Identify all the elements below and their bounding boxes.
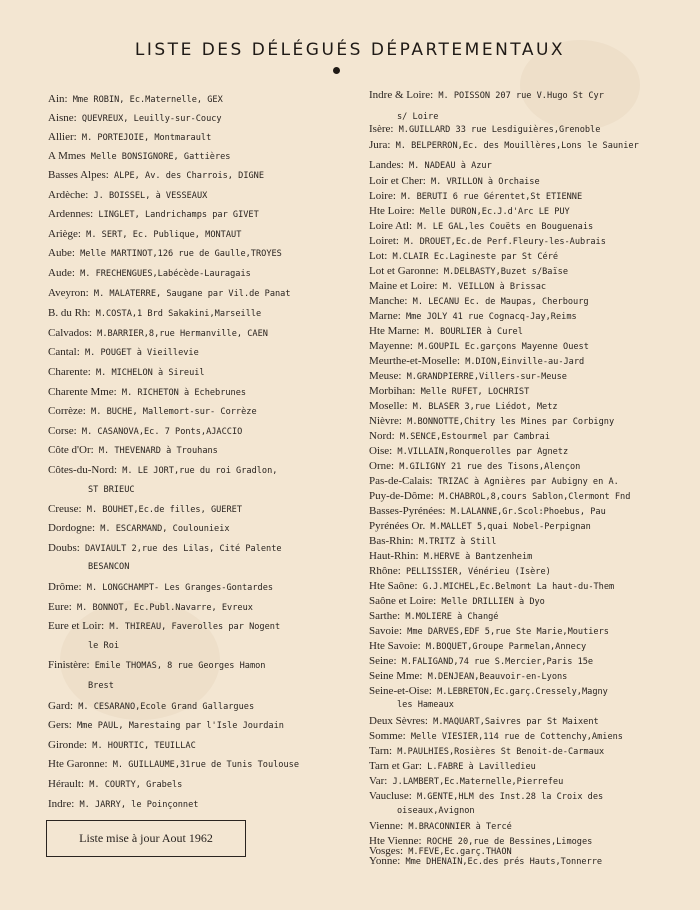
delegate-contact: M.DION,Einville-au-Jard [460, 357, 585, 367]
delegate-contact: M.LEBRETON,Ec.garç.Cressely,Magny [431, 687, 608, 697]
delegate-entry [369, 581, 669, 593]
department-name: Hte Saône: [369, 580, 418, 592]
department-name: Bas-Rhin: [369, 535, 414, 547]
delegate-entry [369, 140, 669, 152]
delegate-contact: M. FRECHENGUES,Labécède-Lauragais [74, 269, 251, 279]
delegate-contact: M. BLASER 3,rue Liédot, Metz [407, 402, 558, 412]
delegate-entry [48, 367, 348, 379]
department-name: Hte Vienne: [369, 835, 422, 847]
delegate-entry [48, 132, 348, 144]
delegate-contact: M. CASANOVA,Ec. 7 Ponts,AJACCIO [76, 427, 243, 437]
delegate-contact: M. BOUHET,Ec.de filles, GUERET [81, 505, 242, 515]
ink-dot [333, 67, 340, 74]
delegate-contact: M.CLAIR Ec.Lagineste par St Céré [387, 252, 559, 262]
department-name: Moselle: [369, 400, 408, 412]
delegate-contact: J.LAMBERT,Ec.Maternelle,Pierrefeu [387, 777, 564, 787]
delegate-entry [369, 446, 669, 458]
delegate-entry [48, 740, 348, 752]
department-name: Isère: [369, 123, 394, 135]
delegate-entry [48, 308, 348, 320]
delegate-entry [48, 170, 348, 182]
department-name: Haut-Rhin: [369, 550, 419, 562]
delegate-entry [48, 799, 348, 811]
department-name: Eure et Loir: [48, 620, 105, 632]
delegate-contact: Mme ROBIN, Ec.Maternelle, GEX [67, 95, 223, 105]
delegate-entry [369, 281, 669, 293]
delegate-contact: TRIZAC à Agnières par Aubigny en A. [432, 477, 619, 487]
delegate-contact-continued: ST BRIEUC [88, 485, 135, 495]
delegate-entry [369, 124, 669, 136]
delegate-contact: M.DENJEAN,Beauvoir-en-Lyons [422, 672, 568, 682]
delegate-entry [48, 720, 348, 732]
department-name: Ariège: [48, 228, 81, 240]
delegate-contact: M. BONNOT, Ec.Publ.Navarre, Evreux [71, 603, 253, 613]
department-name: Mayenne: [369, 340, 413, 352]
department-name: Aube: [48, 247, 75, 259]
delegate-entry [48, 209, 348, 221]
delegate-contact: M.FEVE,Ec.garç.THAON [403, 847, 512, 857]
delegate-entry [48, 465, 348, 477]
delegate-entry [369, 326, 669, 338]
delegate-contact: LINGLET, Landrichamps par GIVET [93, 210, 259, 220]
delegate-contact: M.VILLAIN,Ronquerolles par Agnetz [392, 447, 569, 457]
delegate-contact: M. POISSON 207 rue V.Hugo St Cyr [433, 91, 604, 101]
delegate-contact: M.BONNOTTE,Chitry les Mines par Corbigny [401, 417, 615, 427]
delegate-contact: M.CHABROL,8,cours Sablon,Clermont Fnd [433, 492, 631, 502]
delegate-entry [369, 206, 669, 218]
department-name: Tarn: [369, 745, 393, 757]
department-name: B. du Rh: [48, 307, 91, 319]
delegate-contact: Mme DARVES,EDF 5,rue Ste Marie,Moutiers [402, 627, 609, 637]
delegate-contact: M. PORTEJOIE, Montmarault [76, 133, 212, 143]
delegate-entry [369, 160, 669, 172]
department-name: A Mmes [48, 150, 86, 162]
department-name: Maine et Loire: [369, 280, 438, 292]
delegate-entry [48, 426, 348, 438]
delegate-contact: M.FALIGAND,74 rue S.Mercier,Paris 15e [396, 657, 594, 667]
delegate-entry [369, 566, 669, 578]
delegate-entry [369, 671, 669, 683]
department-name: Vosges: [369, 845, 404, 857]
delegate-entry [369, 431, 669, 443]
delegate-entry [369, 386, 669, 398]
delegate-contact: M. LE GAL,les Couëts en Bouguenais [412, 222, 594, 232]
delegate-entry [369, 401, 669, 413]
department-name: Aude: [48, 267, 75, 279]
delegate-contact-continued: les Hameaux [397, 700, 454, 710]
delegate-contact: M. POUGET à Vieillevie [79, 348, 199, 358]
update-note: Liste mise à jour Aout 1962 [79, 831, 213, 845]
department-name: Jura: [369, 139, 391, 151]
delegate-entry [369, 221, 669, 233]
department-name: Loire Atl: [369, 220, 413, 232]
delegate-contact: M. DROUET,Ec.de Perf.Fleury-les-Aubrais [398, 237, 606, 247]
delegate-contact: M. ESCARMAND, Coulounieix [95, 524, 230, 534]
delegate-entry [369, 476, 669, 488]
department-name: Deux Sèvres: [369, 715, 428, 727]
delegate-entry [369, 716, 669, 728]
delegate-entry [369, 656, 669, 668]
delegate-contact: ALPE, Av. des Charrois, DIGNE [108, 171, 265, 181]
delegate-entry [48, 387, 348, 399]
delegate-contact-continued: s/ Loire [397, 112, 439, 122]
delegate-entry [369, 461, 669, 473]
delegate-entry [369, 521, 669, 533]
delegate-entry [369, 491, 669, 503]
delegate-entry [48, 268, 348, 280]
department-name: Somme: [369, 730, 406, 742]
delegate-entry [369, 341, 669, 353]
delegate-contact-continued: BESANCON [88, 562, 130, 572]
delegate-contact: M.BOQUET,Groupe Parmelan,Annecy [420, 642, 587, 652]
delegate-entry [369, 686, 669, 698]
delegate-entry [369, 641, 669, 653]
department-name: Saône et Loire: [369, 595, 437, 607]
delegate-contact: M. CESARANO,Ecole Grand Gallargues [73, 702, 255, 712]
delegate-entry [48, 660, 348, 672]
delegate-entry [48, 445, 348, 457]
department-name: Calvados: [48, 327, 92, 339]
department-name: Loiret: [369, 235, 399, 247]
delegate-entry [48, 543, 348, 555]
delegate-contact: M.COSTA,1 Brd Sakakini,Marseille [90, 309, 262, 319]
department-name: Allier: [48, 131, 77, 143]
department-name: Nièvre: [369, 415, 402, 427]
department-name: Vaucluse: [369, 790, 412, 802]
delegate-contact: Melle DRILLIEN à Dyo [436, 597, 545, 607]
delegate-entry [48, 190, 348, 202]
delegate-entry [369, 236, 669, 248]
delegate-entry [369, 551, 669, 563]
department-name: Corse: [48, 425, 77, 437]
delegate-entry [48, 288, 348, 300]
department-name: Basses Alpes: [48, 169, 109, 181]
delegate-contact: M.LALANNE,Gr.Scol:Phoebus, Pau [445, 507, 606, 517]
department-name: Oise: [369, 445, 393, 457]
delegate-entry [48, 621, 348, 633]
delegate-entry [369, 791, 669, 803]
department-name: Gers: [48, 719, 72, 731]
delegate-entry [369, 506, 669, 518]
delegate-entry [48, 523, 348, 535]
delegate-contact: M. GUILLAUME,31rue de Tunis Toulouse [107, 760, 299, 770]
delegate-contact-continued: le Roi [88, 641, 120, 651]
department-name: Hte Garonne: [48, 758, 108, 770]
delegate-contact: Mme JOLY 41 rue Cognacq-Jay,Reims [400, 312, 577, 322]
delegate-contact: M.GRANDPIERRE,Villers-sur-Meuse [401, 372, 567, 382]
department-name: Hte Savoie: [369, 640, 421, 652]
department-name: Pyrénées Or. [369, 520, 426, 532]
delegate-contact: G.J.MICHEL,Ec.Belmont La haut-du-Them [417, 582, 615, 592]
delegate-contact: M.GENTE,HLM des Inst.28 la Croix des [411, 792, 604, 802]
delegate-contact: Melle DURON,Ec.J.d'Arc LE PUY [414, 207, 570, 217]
delegate-contact: M.MALLET 5,quai Nobel-Perpignan [425, 522, 591, 532]
delegate-entry [369, 856, 669, 868]
department-name: Ardennes: [48, 208, 94, 220]
delegate-entry [48, 248, 348, 260]
department-name: Lot et Garonne: [369, 265, 439, 277]
delegate-contact: M.GOUPIL Ec.garçons Mayenne Ouest [412, 342, 589, 352]
department-name: Hte Marne: [369, 325, 420, 337]
delegate-contact: M. LECANU Ec. de Maupas, Cherbourg [407, 297, 589, 307]
delegate-contact: M.SENCE,Estourmel par Cambrai [394, 432, 550, 442]
delegate-contact: Melle BONSIGNORE, Gattières [85, 152, 231, 162]
department-name: Puy-de-Dôme: [369, 490, 434, 502]
delegate-entry [369, 761, 669, 773]
delegate-entry [48, 701, 348, 713]
delegate-contact: QUEVREUX, Leuilly-sur-Coucy [76, 114, 222, 124]
delegate-contact: M. COURTY, Grabels [84, 780, 183, 790]
delegate-contact-continued: oiseaux,Avignon [397, 806, 475, 816]
delegate-contact: J. BOISSEL, à VESSEAUX [88, 191, 208, 201]
department-name: Gironde: [48, 739, 88, 751]
department-name: Côte d'Or: [48, 444, 94, 456]
department-name: Hérault: [48, 778, 85, 790]
delegate-entry [48, 328, 348, 340]
department-name: Seine-et-Oise: [369, 685, 432, 697]
update-note-box [46, 820, 246, 857]
delegate-entry [369, 251, 669, 263]
delegate-contact: M.MAQUART,Saivres par St Maixent [427, 717, 599, 727]
department-name: Indre: [48, 798, 75, 810]
delegate-entry [369, 266, 669, 278]
delegate-entry [369, 356, 669, 368]
department-name: Cantal: [48, 346, 80, 358]
department-name: Charente Mme: [48, 386, 117, 398]
delegate-entry [369, 776, 669, 788]
delegate-contact: DAVIAULT 2,rue des Lilas, Cité Palente [79, 544, 282, 554]
department-name: Ardèche: [48, 189, 89, 201]
department-name: Vienne: [369, 820, 404, 832]
department-name: Lot: [369, 250, 388, 262]
delegate-contact: M. JARRY, le Poinçonnet [74, 800, 199, 810]
delegate-entry [369, 626, 669, 638]
department-name: Nord: [369, 430, 395, 442]
delegate-contact: M.BARRIER,8,rue Hermanville, CAEN [92, 329, 268, 339]
delegate-contact: M. THEVENARD à Trouhans [93, 446, 218, 456]
department-name: Aveyron: [48, 287, 89, 299]
delegate-contact: M.GUILLARD 33 rue Lesdiguières,Grenoble [393, 125, 601, 135]
department-name: Indre & Loire: [369, 89, 434, 101]
delegate-entry [48, 113, 348, 125]
delegate-entry [48, 582, 348, 594]
delegate-entry [369, 371, 669, 383]
delegate-contact: M.TRITZ à Still [413, 537, 497, 547]
department-name: Dordogne: [48, 522, 96, 534]
department-name: Loir et Cher: [369, 175, 426, 187]
delegate-contact: M. BELPERRON,Ec. des Mouillères,Lons le Saunier [390, 141, 639, 151]
page-title: LISTE DES DÉLÉGUÉS DÉPARTEMENTAUX [134, 40, 566, 60]
department-name: Tarn et Gar: [369, 760, 422, 772]
department-name: Marne: [369, 310, 401, 322]
delegate-entry [48, 759, 348, 771]
department-name: Seine Mme: [369, 670, 423, 682]
delegate-entry [369, 311, 669, 323]
department-name: Rhône: [369, 565, 401, 577]
delegate-contact: M. SERT, Ec. Publique, MONTAUT [80, 230, 242, 240]
delegate-contact: Melle RUFET, LOCHRIST [415, 387, 530, 397]
department-name: Côtes-du-Nord: [48, 464, 118, 476]
department-name: Charente: [48, 366, 91, 378]
delegate-entry [369, 611, 669, 623]
delegate-contact-continued: Brest [88, 681, 114, 691]
delegate-contact: M. BUCHE, Mallemort-sur- Corrèze [85, 407, 257, 417]
department-name: Loire: [369, 190, 396, 202]
department-name: Eure: [48, 601, 72, 613]
delegate-entry [48, 504, 348, 516]
department-name: Meurthe-et-Moselle: [369, 355, 461, 367]
department-name: Creuse: [48, 503, 82, 515]
department-name: Orne: [369, 460, 395, 472]
delegate-contact: M. MALATERRE, Saugane par Vil.de Panat [88, 289, 291, 299]
delegate-entry [369, 536, 669, 548]
department-name: Var: [369, 775, 388, 787]
department-name: Manche: [369, 295, 408, 307]
delegate-contact: M.BRACONNIER à Tercé [403, 822, 512, 832]
department-name: Corrèze: [48, 405, 86, 417]
delegate-entry [369, 176, 669, 188]
delegate-contact: Melle MARTINOT,126 rue de Gaulle,TROYES [74, 249, 282, 259]
delegate-contact: ROCHE 20,rue de Bessines,Limoges [421, 837, 593, 847]
delegate-entry [369, 191, 669, 203]
department-name: Meuse: [369, 370, 402, 382]
department-name: Drôme: [48, 581, 82, 593]
delegate-contact: M.DELBASTY,Buzet s/Baïse [438, 267, 569, 277]
delegate-entry [48, 94, 348, 106]
delegate-entry [369, 746, 669, 758]
delegate-contact: M. LONGCHAMPT- Les Granges-Gontardes [81, 583, 274, 593]
department-name: Yonne: [369, 855, 401, 867]
delegate-contact: M.PAULHIES,Rosières St Benoit-de-Carmaux [392, 747, 605, 757]
delegate-contact: M.GILIGNY 21 rue des Tisons,Alençon [394, 462, 581, 472]
department-name: Ain: [48, 93, 68, 105]
department-name: Aisne: [48, 112, 77, 124]
delegate-entry [369, 416, 669, 428]
delegate-contact: M.MOLIERE à Changé [400, 612, 499, 622]
delegate-contact: M. THIREAU, Faverolles par Nogent [104, 622, 281, 632]
delegate-entry [48, 779, 348, 791]
delegate-contact: M. VRILLON à Orchaise [425, 177, 540, 187]
delegate-contact: M. MICHELON à Sireuil [90, 368, 205, 378]
department-name: Finistère: [48, 659, 90, 671]
department-name: Pas-de-Calais: [369, 475, 433, 487]
delegate-contact: L.FABRE à Lavilledieu [421, 762, 536, 772]
delegate-contact: M. HOURTIC, TEUILLAC [87, 741, 196, 751]
delegate-entry [369, 821, 669, 833]
delegate-contact: Emile THOMAS, 8 rue Georges Hamon [89, 661, 266, 671]
delegate-contact: M. LE JORT,rue du roi Gradlon, [117, 466, 278, 476]
department-name: Seine: [369, 655, 397, 667]
department-name: Morbihan: [369, 385, 416, 397]
delegate-entry [48, 347, 348, 359]
delegate-contact: M. NADEAU à Azur [403, 161, 492, 171]
department-name: Savoie: [369, 625, 402, 637]
delegate-contact: Melle VIESIER,114 rue de Cottenchy,Amiens [405, 732, 623, 742]
delegate-contact: M. VEILLON à Brissac [437, 282, 547, 292]
department-name: Hte Loire: [369, 205, 415, 217]
delegate-contact: M. BOURLIER à Curel [419, 327, 523, 337]
delegate-contact: M. RICHETON à Echebrunes [116, 388, 247, 398]
delegate-entry [48, 151, 348, 163]
delegate-contact: Mme PAUL, Marestaing par l'Isle Jourdain [71, 721, 284, 731]
delegate-entry [48, 602, 348, 614]
department-name: Gard: [48, 700, 74, 712]
delegate-contact: Mme DHENAIN,Ec.des prés Hauts,Tonnerre [400, 857, 603, 867]
delegate-contact: M. BERUTI 6 rue Gérentet,St ETIENNE [395, 192, 583, 202]
delegate-contact: M.HERVE à Bantzenheim [418, 552, 533, 562]
delegate-entry [48, 229, 348, 241]
delegate-entry [369, 596, 669, 608]
department-name: Basses-Pyrénées: [369, 505, 446, 517]
delegate-entry [369, 731, 669, 743]
delegate-entry [369, 90, 669, 102]
department-name: Sarthe: [369, 610, 401, 622]
delegate-contact: PELLISSIER, Vénérieu (Isère) [400, 567, 551, 577]
department-name: Doubs: [48, 542, 80, 554]
delegate-entry [48, 406, 348, 418]
delegate-entry [369, 296, 669, 308]
department-name: Landes: [369, 159, 404, 171]
